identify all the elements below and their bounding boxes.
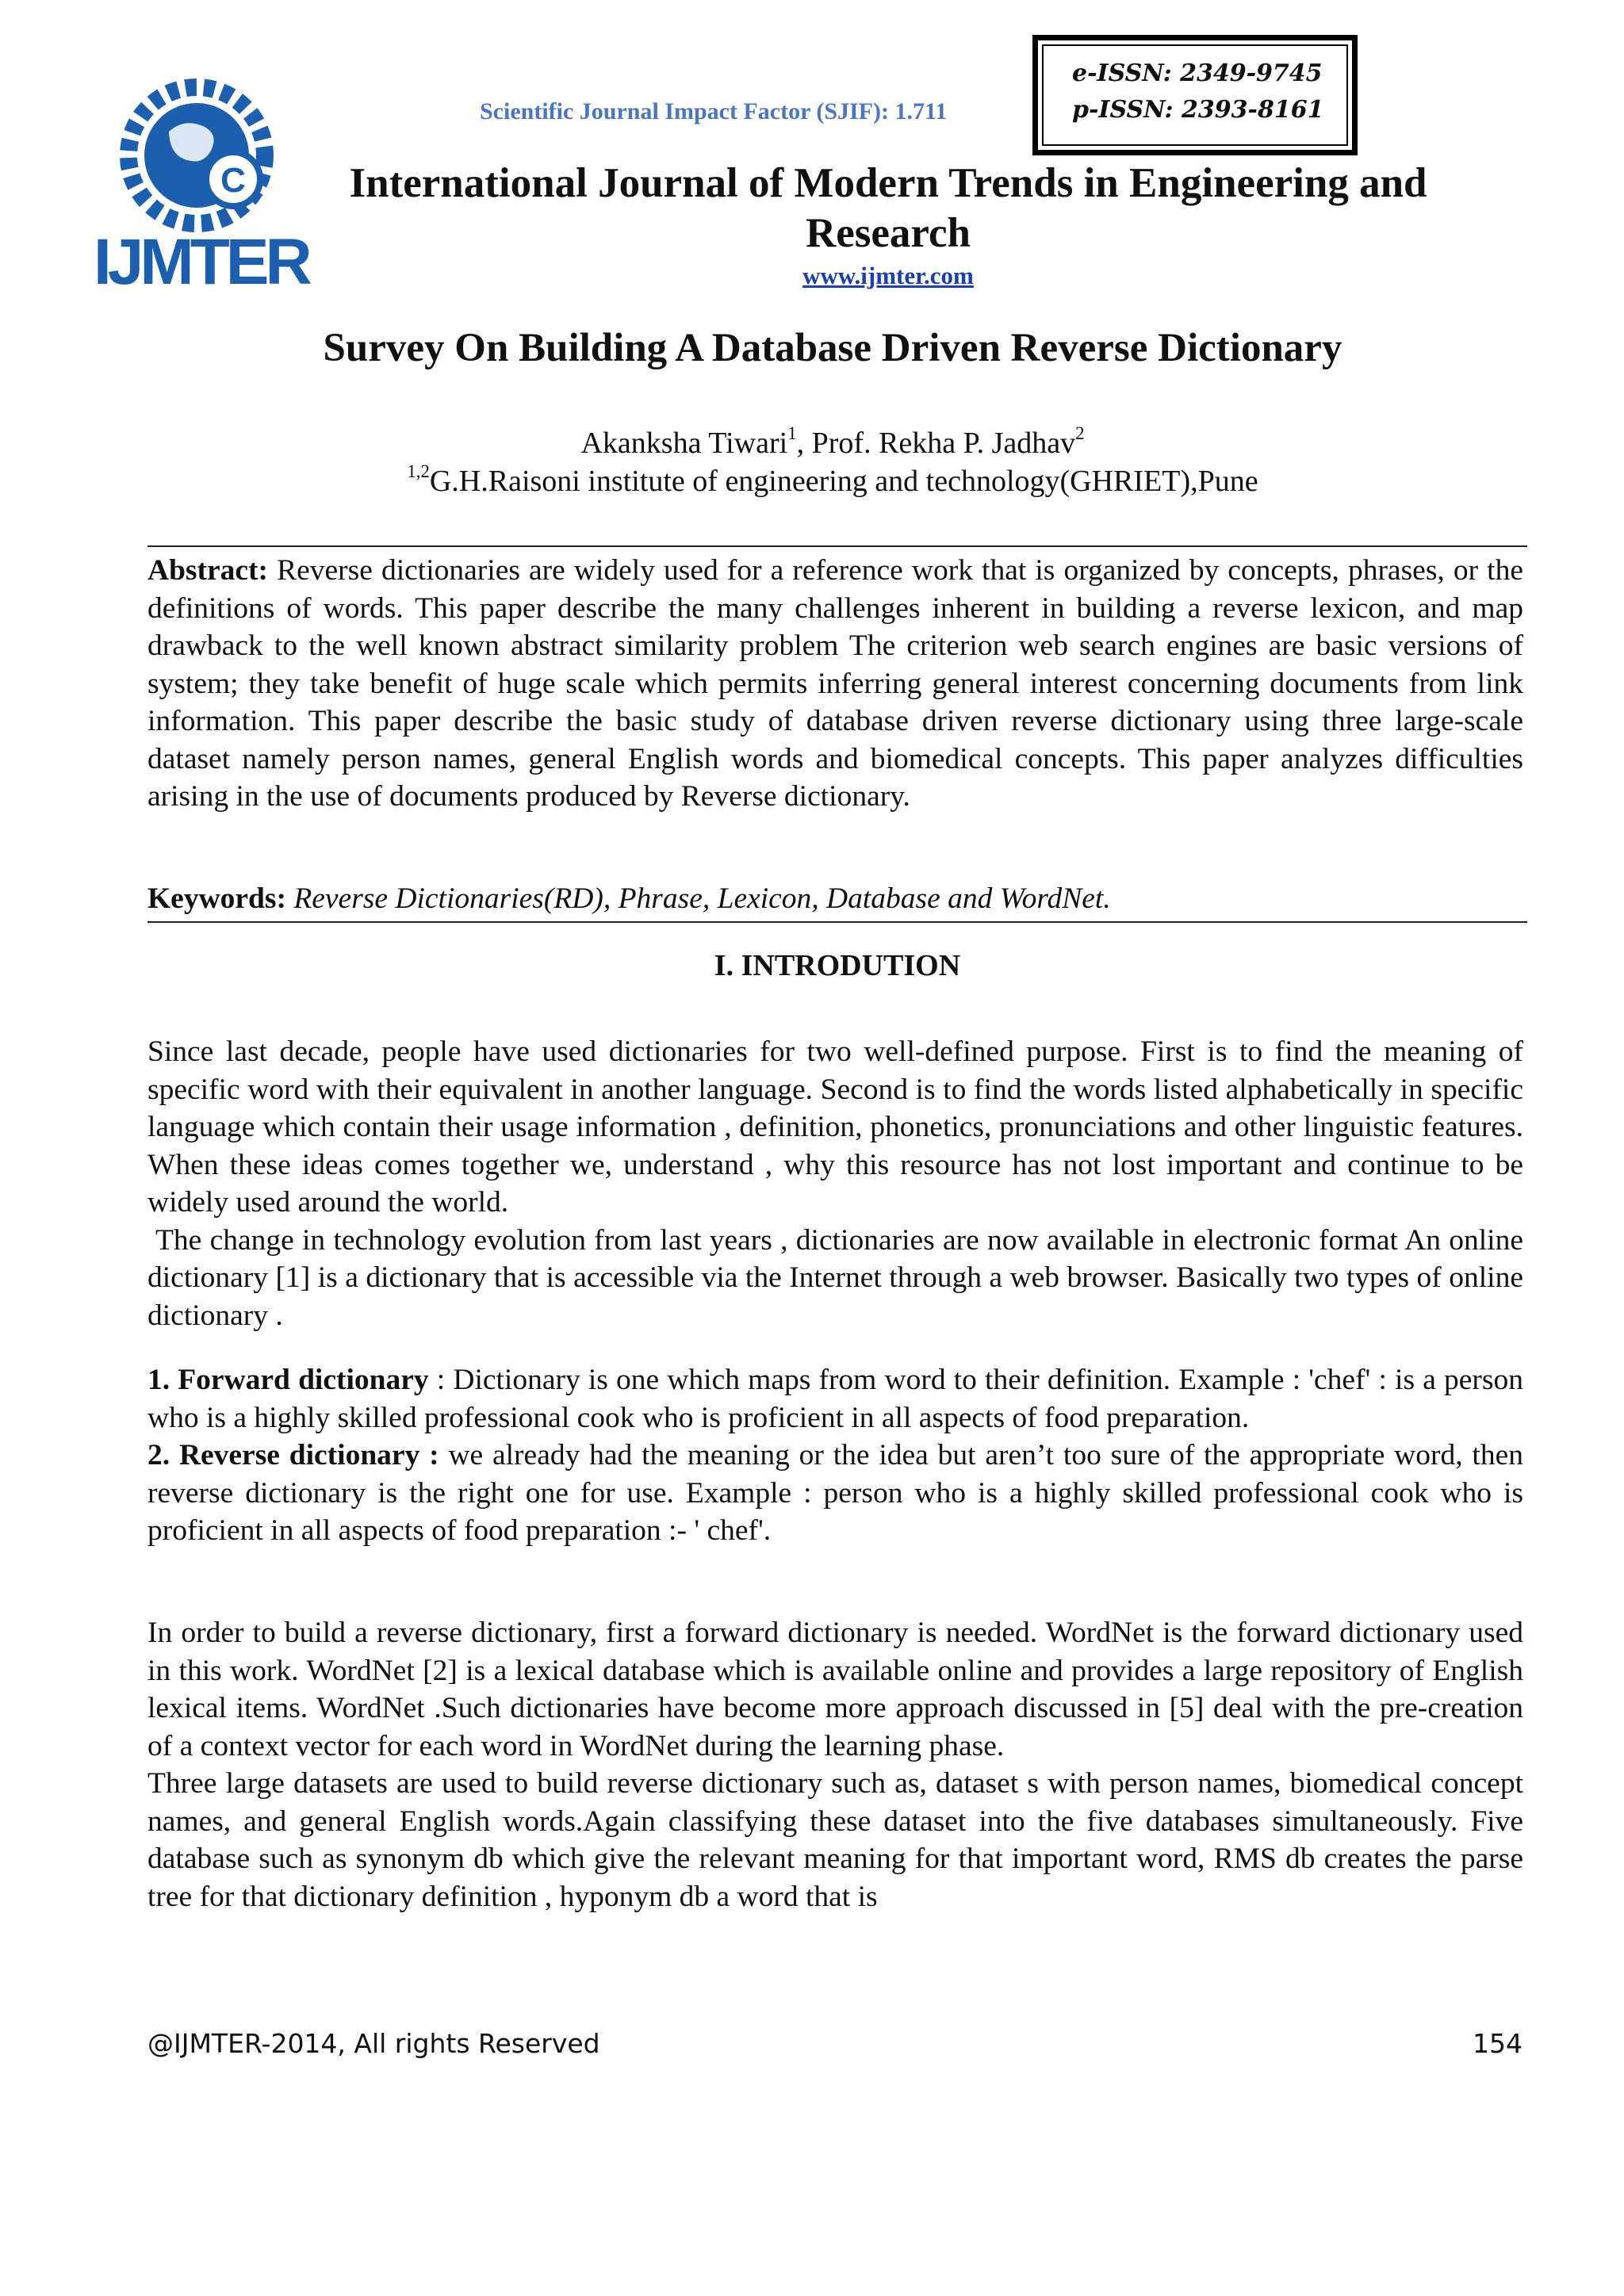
forward-label: 1. Forward dictionary [147,1364,429,1396]
divider-top [147,545,1527,547]
keywords-text: Reverse Dictionaries(RD), Phrase, Lexicon, Database and WordNet. [285,882,1111,915]
author-separator: , [796,427,812,460]
paper-title: Survey On Building A Database Driven Reverse Dictionary [323,326,1342,370]
impact-factor: Scientific Journal Impact Factor (SJIF): 1.711 [480,98,948,124]
eissn: e-ISSN: 2349-9745 [1072,59,1323,87]
reverse-label: 2. Reverse dictionary : [147,1439,439,1471]
logo-wordmark: IJMTER [94,226,308,298]
page-number: 154 [1473,2028,1522,2059]
authors-block [143,424,1522,500]
author-2-sup: 2 [1075,423,1085,443]
intro-block-2 [147,1614,1523,1915]
keywords-label: Keywords: [147,882,286,915]
author-2: Prof. Rekha P. Jadhav [811,427,1076,460]
abstract [147,552,1523,816]
footer-copyright: @IJMTER-2014, All rights Reserved [147,2028,600,2059]
intro-block-1 [147,1033,1523,1334]
dictionary-types [147,1361,1523,1550]
divider-bottom [147,921,1527,923]
journal-link[interactable]: www.ijmter.com [802,262,974,289]
affiliation: G.H.Raisoni institute of engineering and technology(GHRIET),Pune [429,465,1258,498]
section-heading: I. INTRODUTION [714,949,961,982]
intro-paragraph-4: Three large datasets are used to build reverse dictionary such as, dataset s with person names, biomedical concept names, and general English words.Again classifying these dataset into the five databases simultaneously. Five database such as synonym db which give the relevant meaning for that important word, RMS db creates the parse tree for that dictionary definition , hyponym db a word that is [147,1767,1523,1913]
forward-text: : Dictionary is one which maps from word to their definition. Example : 'chef' : is a person who is a highly skilled professional cook who is proficient in all aspects of food preparation. [147,1364,1523,1434]
issn-box [1032,35,1358,155]
abstract-text: Reverse dictionaries are widely used for a reference work that is organized by concepts, phrases, or the definitions of words. This paper describe the many challenges inherent in building a reverse lexicon, and map drawback to the well known abstract similarity problem The criterion web search engines are basic versions of system; they take benefit of huge scale which permits inferring general interest concerning documents from link information. This paper describe the basic study of database driven reverse dictionary using three large-scale dataset namely person names, general English words and biomedical concepts. This paper analyzes difficulties arising in the use of documents produced by Reverse dictionary. [147,554,1523,813]
journal-url [333,262,1443,290]
forward-dictionary-item [147,1361,1523,1437]
author-line [143,424,1522,462]
svg-text:C: C [220,161,246,200]
intro-paragraph-3: In order to build a reverse dictionary, first a forward dictionary is needed. WordNet is the forward dictionary used in this work. WordNet [2] is a lexical database which is available online and provides a large repository of English lexical items. WordNet .Such dictionaries have become more approach discussed in [5] deal with the pre-creation of a context vector for each word in WordNet during the learning phase. [147,1617,1523,1762]
reverse-text: we already had the meaning or the idea but aren’t too sure of the appropriate word, then reverse dictionary is the right one for use. Example : person who is a highly skilled professional cook who is proficient in all aspects of food preparation :- ' chef'. [147,1439,1523,1547]
author-1: Akanksha Tiwari [580,427,788,460]
journal-title: International Journal of Modern Trends in Engineering and Research [349,160,1427,256]
affiliation-line [143,462,1522,500]
gear-globe-icon [94,76,301,235]
affiliation-sup: 1,2 [407,461,430,481]
abstract-label: Abstract: [147,554,269,587]
intro-paragraph-1: Since last decade, people have used dictionaries for two well-defined purpose. First is to find the meaning of specific word with their equivalent in another language. Second is to find the words listed alphabetically in specific language which contain their usage information , definition, phonetics, pronunciations and other linguistic features. When these ideas comes together we, understand , why this resource has not lost important and continue to be widely used around the world. [147,1035,1523,1219]
author-1-sup: 1 [787,423,797,443]
reverse-dictionary-item [147,1437,1523,1550]
keywords [147,880,1523,918]
intro-paragraph-2: The change in technology evolution from last years , dictionaries are now available in electronic format An online dictionary [1] is a dictionary that is accessible via the Internet through a web browser. Basically two types of online dictionary . [147,1223,1523,1332]
pissn: p-ISSN: 2393-8161 [1072,96,1324,124]
